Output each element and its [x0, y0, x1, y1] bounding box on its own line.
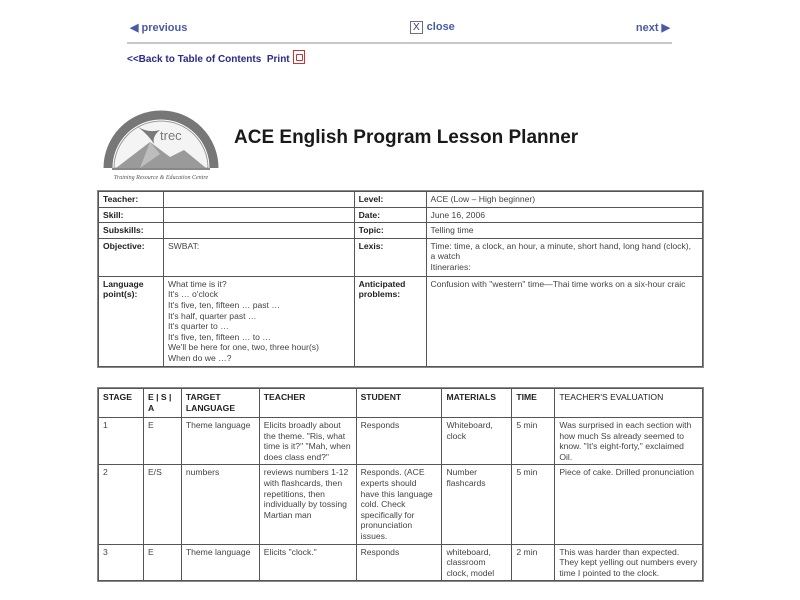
objective-value: SWBAT: — [163, 238, 354, 276]
close-icon: X — [410, 21, 423, 34]
table-row — [99, 544, 703, 581]
topic-value: Telling time — [426, 223, 702, 239]
col-target-language: TARGET LANGUAGE — [181, 389, 259, 418]
target-cell: numbers — [181, 465, 259, 544]
top-links — [127, 50, 305, 65]
col-teacher: TEACHER — [259, 389, 356, 418]
teacher-value — [163, 192, 354, 208]
evaluation-cell: This was harder than expected. They kept yelling out numbers every time I pointed to the clock. — [555, 544, 703, 581]
anticipated-problems-label: Anticipated problems: — [354, 276, 426, 366]
language-line: It's half, quarter past … — [167, 310, 257, 321]
stage-cell: 1 — [99, 418, 144, 465]
teacher-cell: Elicits broadly about the theme. "Ris, what time is it?" "Mah, when does class end?" — [259, 418, 356, 465]
evaluation-cell: Was surprised in each section with how much Ss already seemed to know. "It's eight-forty," exclaimed Oil. — [555, 418, 703, 465]
esa-cell: E — [143, 544, 181, 581]
lesson-stages-table — [98, 388, 703, 581]
table-row — [99, 276, 703, 366]
table-row — [99, 207, 703, 223]
lexis-line: Itineraries: — [430, 261, 471, 272]
skill-label: Skill: — [99, 207, 164, 223]
subskills-value — [163, 223, 354, 239]
lexis-value — [426, 238, 702, 276]
table-header-row — [99, 389, 703, 418]
table-row — [99, 192, 703, 208]
table-row — [99, 418, 703, 465]
skill-value — [163, 207, 354, 223]
col-esa: E | S | A — [143, 389, 181, 418]
materials-cell: Number flashcards — [442, 465, 512, 544]
time-cell: 5 min — [512, 418, 555, 465]
pdf-icon[interactable] — [293, 50, 305, 64]
language-line: It's quarter to … — [167, 321, 229, 332]
col-time: TIME — [512, 389, 555, 418]
materials-cell: Whiteboard, clock — [442, 418, 512, 465]
table-row — [99, 238, 703, 276]
esa-cell: E/S — [143, 465, 181, 544]
language-line: When do we …? — [167, 352, 232, 363]
back-to-contents-link[interactable]: <<Back to Table of Contents — [127, 54, 262, 65]
objective-label: Objective: — [99, 238, 164, 276]
target-cell: Theme language — [181, 544, 259, 581]
language-line: It's five, ten, fifteen … to … — [167, 331, 271, 342]
stage-cell: 2 — [99, 465, 144, 544]
teacher-cell: reviews numbers 1-12 with flashcards, then repetitions, then individually by tossing Martian man — [259, 465, 356, 544]
page-navigation — [127, 19, 672, 39]
subskills-label: Subskills: — [99, 223, 164, 239]
table-row — [99, 223, 703, 239]
date-value: June 16, 2006 — [426, 207, 702, 223]
date-label: Date: — [354, 207, 426, 223]
evaluation-cell: Piece of cake. Drilled pronunciation — [555, 465, 703, 544]
page-title: ACE English Program Lesson Planner — [234, 127, 579, 148]
topic-label: Topic: — [354, 223, 426, 239]
time-cell: 2 min — [512, 544, 555, 581]
lexis-label: Lexis: — [354, 238, 426, 276]
teacher-label: Teacher: — [99, 192, 164, 208]
lexis-line: Time: time, a clock, an hour, a minute, short hand, long hand (clock), a watch — [430, 240, 692, 262]
trec-logo — [100, 102, 222, 182]
stage-cell: 3 — [99, 544, 144, 581]
esa-cell: E — [143, 418, 181, 465]
col-student: STUDENT — [356, 389, 442, 418]
materials-cell: whiteboard, classroom clock, model — [442, 544, 512, 581]
lesson-info-table — [98, 191, 703, 367]
time-cell: 5 min — [512, 465, 555, 544]
student-cell: Responds — [356, 544, 442, 581]
logo-caption: Training Resource & Education Centre — [113, 175, 209, 181]
close-link[interactable] — [410, 21, 455, 34]
language-line: What time is it? — [167, 278, 227, 289]
language-points-value — [163, 276, 354, 366]
language-line: It's … o'clock — [167, 289, 219, 300]
student-cell: Responds — [356, 418, 442, 465]
logo-brand: trec — [160, 128, 182, 143]
teacher-cell: Elicits "clock." — [259, 544, 356, 581]
level-value: ACE (Low – High beginner) — [426, 192, 702, 208]
print-link[interactable]: Print — [266, 54, 290, 65]
close-label: close — [426, 21, 455, 33]
previous-link[interactable]: ◀ previous — [130, 22, 188, 34]
divider — [127, 42, 672, 44]
col-teachers-evaluation: TEACHER'S EVALUATION — [555, 389, 703, 418]
language-line: It's five, ten, fifteen … past … — [167, 299, 280, 310]
col-materials: MATERIALS — [442, 389, 512, 418]
student-cell: Responds. (ACE experts should have this language cold. Check specifically for pronunciation issues. — [356, 465, 442, 544]
next-link[interactable]: next ▶ — [635, 22, 670, 34]
language-line: We'll be here for one, two, three hour(s) — [167, 342, 319, 353]
language-points-label: Language point(s): — [99, 276, 164, 366]
col-stage: STAGE — [99, 389, 144, 418]
level-label: Level: — [354, 192, 426, 208]
anticipated-problems-value: Confusion with "western" time—Thai time works on a six-hour craic — [426, 276, 702, 366]
table-row — [99, 465, 703, 544]
target-cell: Theme language — [181, 418, 259, 465]
